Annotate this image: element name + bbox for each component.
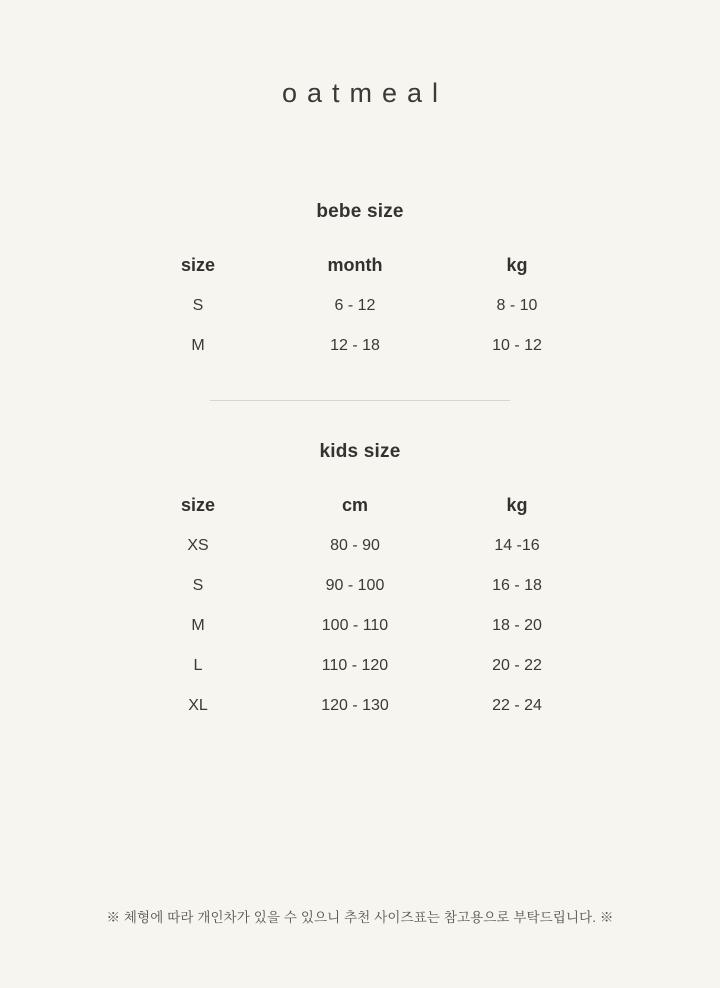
bebe-size-table <box>142 223 578 366</box>
table-row <box>142 286 578 326</box>
table-row <box>142 646 578 686</box>
table-row <box>142 606 578 646</box>
size-guide-page <box>0 78 720 988</box>
cell-kg: 18 - 20 <box>492 617 542 634</box>
cell-kg: 20 - 22 <box>492 657 542 674</box>
cell-size: M <box>191 617 205 634</box>
kids-size-table <box>142 463 578 726</box>
bebe-size-heading: bebe size <box>316 201 404 222</box>
column-header-kg: kg <box>506 255 528 275</box>
brand-title: oatmeal <box>281 78 449 108</box>
column-header-size: size <box>180 495 216 515</box>
table-header-row <box>142 223 578 286</box>
cell-size: S <box>192 577 204 594</box>
kids-size-section <box>0 441 720 726</box>
column-header-month: month <box>327 255 383 275</box>
cell-size: M <box>191 337 205 354</box>
cell-size: XL <box>188 697 208 714</box>
cell-cm: 120 - 130 <box>321 697 389 714</box>
column-header-cm: cm <box>341 495 368 515</box>
table-header-row <box>142 463 578 526</box>
cell-cm: 80 - 90 <box>330 537 380 554</box>
table-row <box>142 566 578 606</box>
cell-size: S <box>192 297 204 314</box>
cell-kg: 10 - 12 <box>492 337 542 354</box>
cell-month: 12 - 18 <box>330 337 380 354</box>
kids-size-heading: kids size <box>319 441 401 462</box>
column-header-size: size <box>180 255 216 275</box>
bebe-size-section <box>0 201 720 366</box>
cell-kg: 16 - 18 <box>492 577 542 594</box>
cell-size: L <box>193 657 203 674</box>
cell-month: 6 - 12 <box>334 297 376 314</box>
table-row <box>142 686 578 726</box>
cell-kg: 8 - 10 <box>496 297 538 314</box>
size-guide-footnote: ※ 체형에 따라 개인차가 있을 수 있으니 추천 사이즈표는 참고용으로 부탁드립니다. ※ <box>106 910 614 925</box>
cell-cm: 90 - 100 <box>325 577 385 594</box>
column-header-kg: kg <box>506 495 528 515</box>
section-divider <box>210 400 510 401</box>
table-row <box>142 526 578 566</box>
cell-size: XS <box>187 537 209 554</box>
cell-cm: 110 - 120 <box>321 657 389 674</box>
cell-kg: 14 -16 <box>494 537 540 554</box>
cell-cm: 100 - 110 <box>321 617 389 634</box>
cell-kg: 22 - 24 <box>492 697 542 714</box>
table-row <box>142 326 578 366</box>
